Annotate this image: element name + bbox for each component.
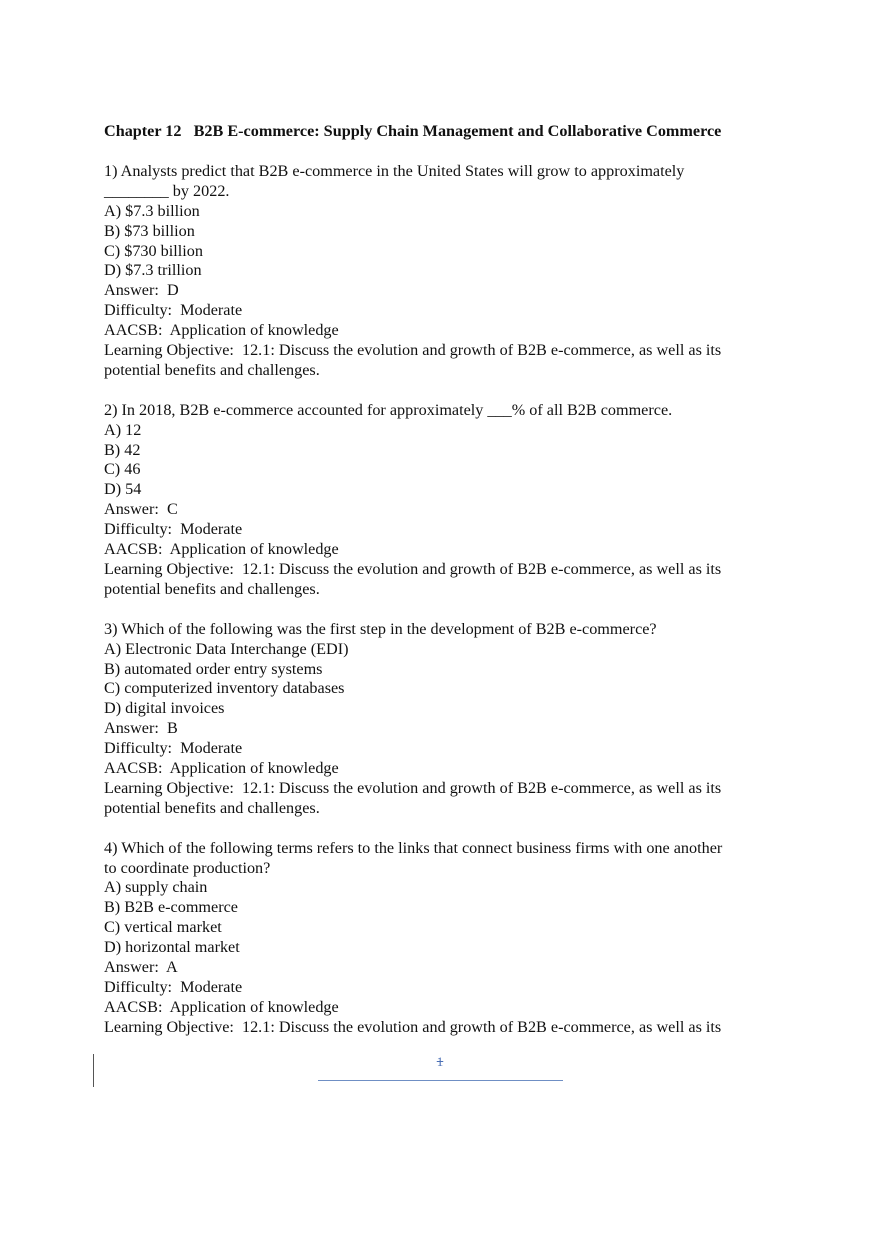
option-c: C) computerized inventory databases [104,679,345,698]
footer-divider [318,1080,563,1081]
option-a: A) supply chain [104,878,208,897]
difficulty: Difficulty: Moderate [104,301,243,320]
option-b: B) 42 [104,440,141,459]
question-stem-line: 1) Analysts predict that B2B e-commerce in the United States will grow to approximately [104,161,685,180]
learning-objective-line: Learning Objective: 12.1: Discuss the evolution and growth of B2B e-commerce, as well as its [104,778,722,797]
answer: Answer: D [104,281,179,300]
question-stem-line: 4) Which of the following terms refers to the links that connect business firms with one another [104,838,723,857]
aacsb: AACSB: Application of knowledge [104,997,339,1016]
page-number: 1 [436,1054,444,1069]
learning-objective-line: potential benefits and challenges. [104,798,320,817]
question-1 [104,162,774,381]
option-c: C) $730 billion [104,241,203,260]
learning-objective-line: Learning Objective: 12.1: Discuss the evolution and growth of B2B e-commerce, as well as its [104,341,722,360]
question-2 [104,401,774,600]
learning-objective-line: potential benefits and challenges. [104,579,320,598]
document-page [104,122,774,1058]
option-d: D) horizontal market [104,938,240,957]
question-stem-line: ________ by 2022. [104,181,230,200]
option-b: B) $73 billion [104,221,195,240]
option-a: A) 12 [104,420,142,439]
option-a: A) Electronic Data Interchange (EDI) [104,639,349,658]
difficulty: Difficulty: Moderate [104,520,243,539]
option-b: B) B2B e-commerce [104,898,238,917]
option-d: D) $7.3 trillion [104,261,202,280]
learning-objective-line: Learning Objective: 12.1: Discuss the evolution and growth of B2B e-commerce, as well as its [104,1017,722,1036]
question-stem-line: 3) Which of the following was the first step in the development of B2B e-commerce? [104,619,657,638]
question-4 [104,839,774,1038]
option-d: D) digital invoices [104,699,225,718]
answer: Answer: C [104,500,178,519]
aacsb: AACSB: Application of knowledge [104,759,339,778]
difficulty: Difficulty: Moderate [104,739,243,758]
chapter-title: Chapter 12 B2B E-commerce: Supply Chain Management and Collaborative Commerce [104,122,722,140]
option-c: C) 46 [104,460,141,479]
option-d: D) 54 [104,480,142,499]
aacsb: AACSB: Application of knowledge [104,540,339,559]
answer: Answer: B [104,719,178,738]
answer: Answer: A [104,958,178,977]
learning-objective-line: Learning Objective: 12.1: Discuss the evolution and growth of B2B e-commerce, as well as its [104,560,722,579]
option-a: A) $7.3 billion [104,201,200,220]
question-stem-line: 2) In 2018, B2B e-commerce accounted for approximately ___% of all B2B commerce. [104,400,673,419]
question-3 [104,620,774,819]
learning-objective-line: potential benefits and challenges. [104,360,320,379]
option-c: C) vertical market [104,918,222,937]
option-b: B) automated order entry systems [104,659,323,678]
aacsb: AACSB: Application of knowledge [104,321,339,340]
question-stem-line: to coordinate production? [104,858,271,877]
difficulty: Difficulty: Moderate [104,978,243,997]
